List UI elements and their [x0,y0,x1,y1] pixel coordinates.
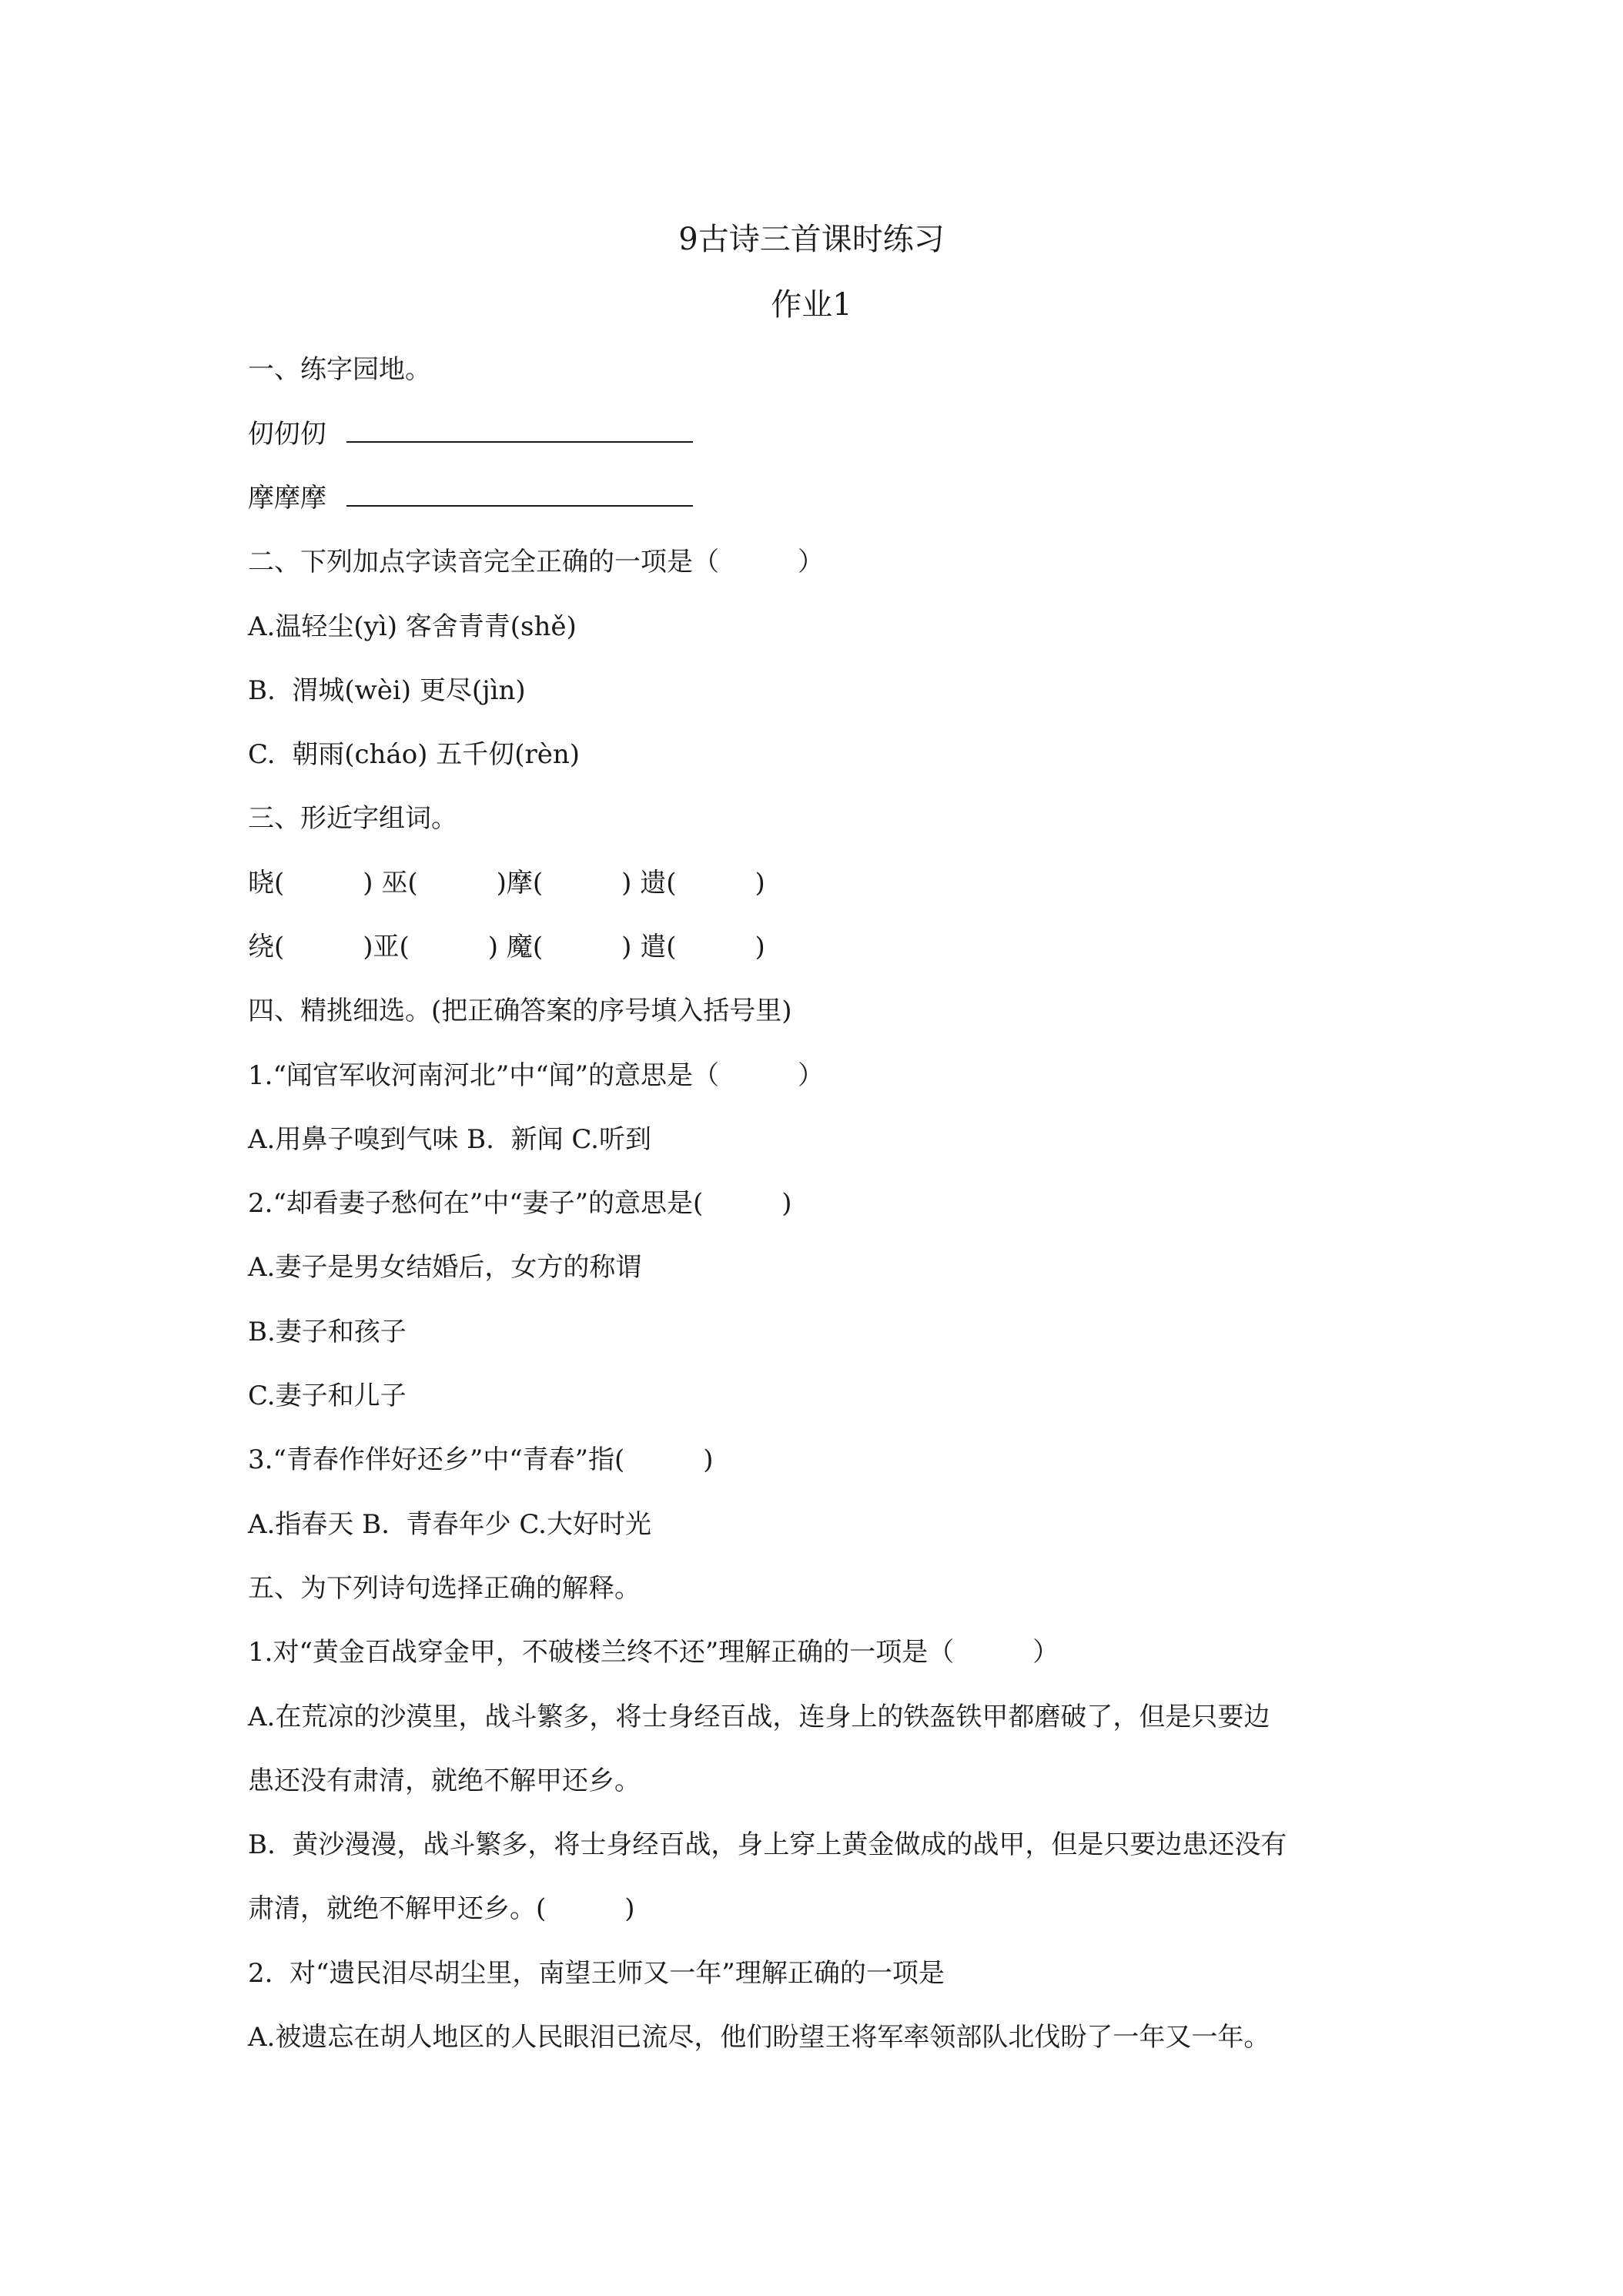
section-5-question-2-option-a: A.被遗忘在胡人地区的人民眼泪已流尽，他们盼望王将军率领部队北伐盼了一年又一年。 [248,2022,1270,2053]
practice-blank-1[interactable] [346,418,693,443]
section-5-question-1-option-b-line-1: B. 黄沙漫漫，战斗繁多，将士身经百战，身上穿上黄金做成的战甲，但是只要边患还没有 [248,1829,1287,1860]
section-4-question-1-options: A.用鼻子嗅到气味 B. 新闻 C.听到 [248,1124,651,1155]
practice-row-1 [248,417,693,451]
section-4-question-3-options: A.指春天 B. 青春年少 C.大好时光 [248,1509,651,1540]
section-2-heading: 二、下列加点字读音完全正确的一项是（ ） [248,547,824,577]
section-4-question-2-option-b: B.妻子和孩子 [248,1317,407,1347]
section-4-question-1: 1.“闻官军收河南河北”中“闻”的意思是（ ） [248,1060,824,1091]
practice-row-2 [248,481,693,515]
section-1-heading: 一、练字园地。 [248,354,431,385]
section-3-row-2: 绕( )亚( ) 魔( ) 遣( ) [248,932,765,962]
section-5-question-1-option-a-line-1: A.在荒凉的沙漠里，战斗繁多，将士身经百战，连身上的铁盔铁甲都磨破了，但是只要边 [248,1702,1270,1732]
section-2-option-b: B. 渭城(wèi) 更尽(jìn) [248,675,526,706]
section-5-question-1-option-a-line-2: 患还没有肃清，就绝不解甲还乡。 [248,1766,641,1796]
section-2-option-a: A.温轻尘(yì) 客舍青青(shě) [248,611,577,642]
section-4-question-2-option-a: A.妻子是男女结婚后，女方的称谓 [248,1252,642,1283]
section-5-question-1: 1.对“黄金百战穿金甲，不破楼兰终不还”理解正确的一项是（ ） [248,1637,1059,1668]
page-subtitle: 作业1 [771,287,852,323]
section-4-question-2-option-c: C.妻子和儿子 [248,1381,407,1411]
section-4-question-2: 2.“却看妻子愁何在”中“妻子”的意思是( ) [248,1188,792,1219]
page-title: 9古诗三首课时练习 [678,222,945,257]
section-4-question-3: 3.“青春作伴好还乡”中“青春”指( ) [248,1444,714,1475]
section-5-question-1-option-b-line-2: 肃清，就绝不解甲还乡。( ) [248,1893,635,1924]
section-3-heading: 三、形近字组词。 [248,803,457,834]
section-5-question-2: 2. 对“遗民泪尽胡尘里，南望王师又一年”理解正确的一项是 [248,1958,945,1989]
section-3-row-1: 晓( ) 巫( )摩( ) 遗( ) [248,868,765,899]
section-5-heading: 五、为下列诗句选择正确的解释。 [248,1573,641,1604]
practice-blank-2[interactable] [346,482,693,507]
section-2-option-c: C. 朝雨(cháo) 五千仞(rèn) [248,739,581,770]
practice-row-2-chars: 摩摩摩 [248,483,326,514]
section-4-heading: 四、精挑细选。(把正确答案的序号填入括号里) [248,996,792,1026]
practice-row-1-chars: 仞仞仞 [248,419,326,450]
